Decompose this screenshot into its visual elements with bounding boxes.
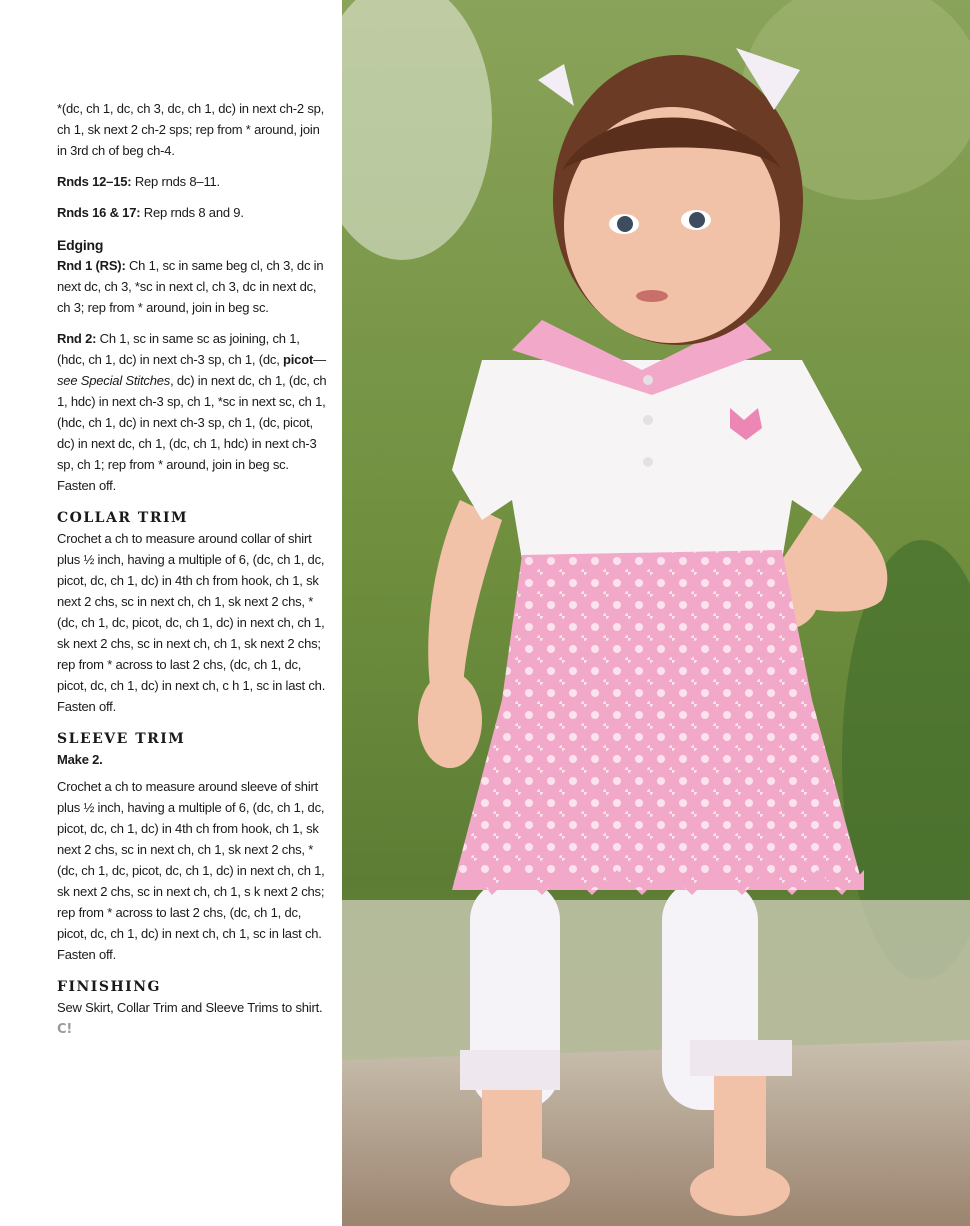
see-special-stitches: —see Special Stitches bbox=[57, 352, 326, 388]
end-mark-icon: C! bbox=[57, 1022, 73, 1037]
sleeve-trim-text: Crochet a ch to measure around sleeve of shirt plus ½ inch, having a multiple of 6, (dc, ch 1, dc, picot, dc, ch 1, dc) in 4th ch from hook, ch 1, sk next 2 chs, sc in next ch, ch 1, sk next 2 chs, *(dc, ch 1, dc, picot, dc, ch 1, dc) in next ch, ch 1, sk next 2 chs, sc in next ch, ch 1, s k next 2 chs; rep from * across to last 2 chs, (dc, ch 1, dc, picot, dc, ch 1, dc) in next ch, ch 1, sc in last ch. Fasten off. bbox=[57, 779, 325, 962]
rnds-16-17-label: Rnds 16 & 17: bbox=[57, 205, 141, 220]
rnds-12-15-label: Rnds 12–15: bbox=[57, 174, 132, 189]
edging-rnd-2-text-a: Ch 1, sc in same sc as joining, ch 1, (hdc, ch 1, dc) in next ch-3 sp, ch 1, (dc, bbox=[57, 331, 300, 367]
finishing-heading: FINISHING bbox=[57, 979, 161, 995]
rnds-16-17-text: Rep rnds 8 and 9. bbox=[140, 205, 244, 220]
toddler-photo bbox=[342, 0, 970, 1226]
edging-rnd-1-label: Rnd 1 (RS): bbox=[57, 258, 126, 273]
rnds-12-15-text: Rep rnds 8–11. bbox=[131, 174, 220, 189]
rnds-16-17 bbox=[57, 202, 329, 223]
edging-rnd-1 bbox=[57, 255, 329, 318]
finishing-text: Sew Skirt, Collar Trim and Sleeve Trims to shirt. bbox=[57, 1000, 323, 1015]
pattern-text-column bbox=[57, 98, 329, 1050]
sleeve-trim-heading: SLEEVE TRIM bbox=[57, 731, 186, 747]
edging-heading: Edging bbox=[57, 237, 104, 253]
edging-rnd-2-text-b: , dc) in next dc, ch 1, (dc, ch 1, hdc) in next ch-3 sp, ch 1, *sc in next sc, ch 1, (hdc, ch 1, dc) in next ch-3 sp, ch 1, (dc, picot, dc) in next dc, ch 1, (dc, ch 1, hdc) in next ch-3 sp, ch 1; rep from * around, join in beg sc. Fasten off. bbox=[57, 373, 327, 493]
edging-rnd-2-label: Rnd 2: bbox=[57, 331, 97, 346]
rnds-12-15 bbox=[57, 171, 329, 192]
finishing-paragraph bbox=[57, 997, 329, 1040]
edging-rnd-1-text: Ch 1, sc in same beg cl, ch 3, dc in next dc, ch 3, *sc in next cl, ch 3, dc in next dc, ch 3; rep from * around, join in beg sc. bbox=[57, 258, 324, 315]
picot-term: picot bbox=[283, 352, 314, 367]
collar-trim-text: Crochet a ch to measure around collar of shirt plus ½ inch, having a multiple of 6, (dc, ch 1, dc, picot, dc, ch 1, dc) in 4th ch from hook, ch 1, sk next 2 chs, sc in next ch, ch 1, sk next 2 chs, *(dc, ch 1, dc, picot, dc, ch 1, dc) in next ch, ch 1, sk next 2 chs, sc in next ch, ch 1, sk next 2 chs; rep from * across to last 2 chs, (dc, ch 1, dc, picot, dc, ch 1, dc) in next ch, c h 1, sc in last ch. Fasten off. bbox=[57, 531, 326, 714]
intro-paragraph: *(dc, ch 1, dc, ch 3, dc, ch 1, dc) in next ch-2 sp, ch 1, sk next 2 ch-2 sps; rep from * around, join in 3rd ch of beg ch-4. bbox=[57, 101, 325, 158]
edging-rnd-2 bbox=[57, 328, 329, 496]
collar-trim-heading: COLLAR TRIM bbox=[57, 510, 188, 526]
toddler-crochet-dress-photo-icon bbox=[342, 0, 970, 1226]
sleeve-trim-subline: Make 2. bbox=[57, 752, 103, 767]
